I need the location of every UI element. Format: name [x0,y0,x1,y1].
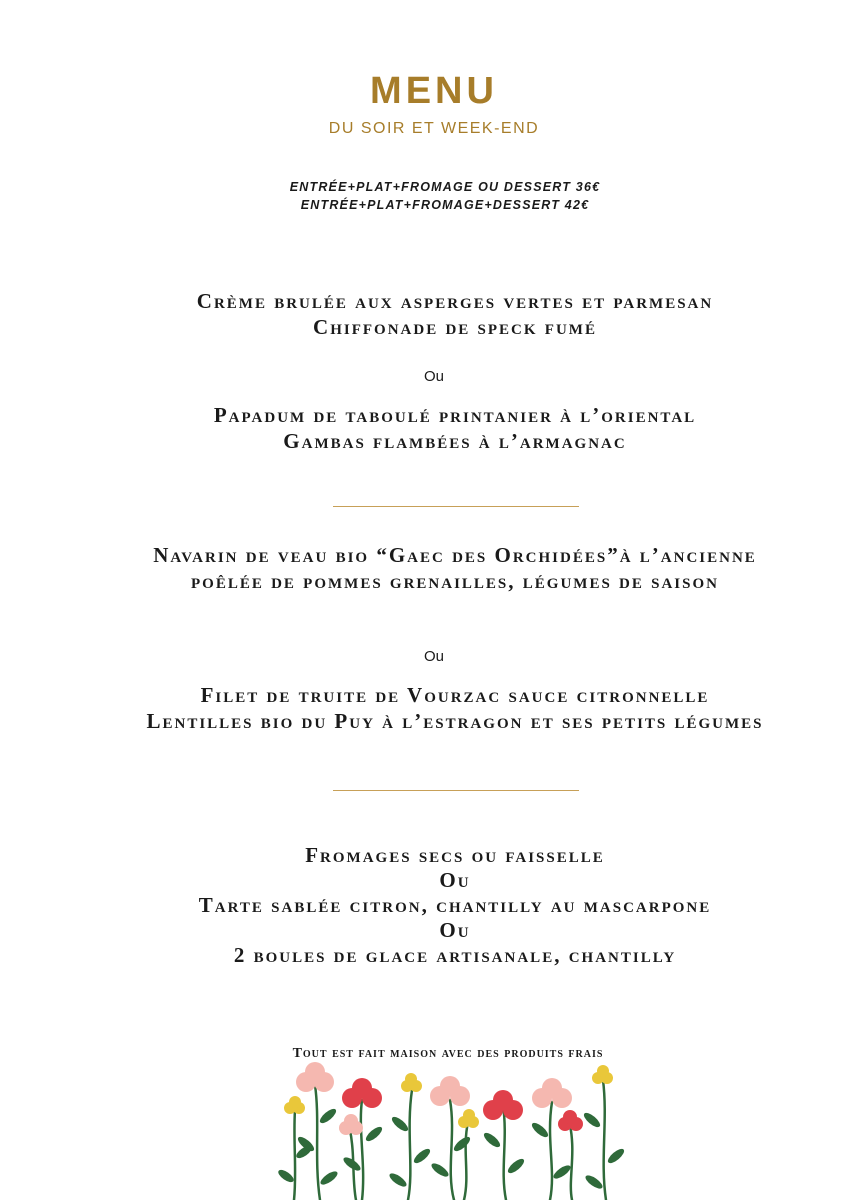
dessert-separator-2: Ou [439,918,471,942]
plat-option-1 [0,542,868,594]
dessert-separator-1: Ou [439,868,471,892]
plat-option-1-line-1: Navarin de veau bio “Gaec des Orchidées”à l’ancienne [153,543,757,567]
entree-option-2-line-1: Papadum de taboulé printanier à l’oriental [213,403,697,427]
homemade-note: Tout est fait maison avec des produits frais [292,1046,604,1061]
menu-title: MENU [370,70,498,112]
dessert-line-3: 2 boules de glace artisanale, chantilly [233,943,677,967]
entree-option-2 [0,402,868,454]
entree-option-2-line-2: Gambas flambées à l’armagnac [283,429,627,453]
dessert-options [0,843,868,968]
plat-option-1-line-2: poêlée de pommes grenailles, légumes de saison [190,569,719,593]
plat-option-2-line-1: Filet de truite de Vourzac sauce citronnelle [200,683,710,707]
plat-option-2 [0,682,868,734]
dessert-line-1: Fromages secs ou faisselle [305,843,605,867]
flowers-illustration-icon [270,1060,630,1200]
price-line-three-course: ENTRÉE+PLAT+FROMAGE OU DESSERT 36€ [289,180,601,194]
entree-option-1-line-2: Chiffonade de speck fumé [313,315,597,339]
section-divider-2 [333,790,579,791]
price-line-four-course: ENTRÉE+PLAT+FROMAGE+DESSERT 42€ [300,198,590,212]
entree-separator: Ou [423,368,444,385]
entree-option-1-line-1: Crème brulée aux asperges vertes et parmesan [196,289,714,313]
dessert-line-2: Tarte sablée citron, chantilly au mascarpone [198,893,712,917]
entree-option-1 [0,288,868,340]
section-divider-1 [333,506,579,507]
price-list [0,178,868,214]
plat-option-2-line-2: Lentilles bio du Puy à l’estragon et ses petits légumes [146,709,764,733]
plat-separator: Ou [423,648,444,665]
menu-subtitle: DU SOIR ET WEEK-END [328,120,540,137]
